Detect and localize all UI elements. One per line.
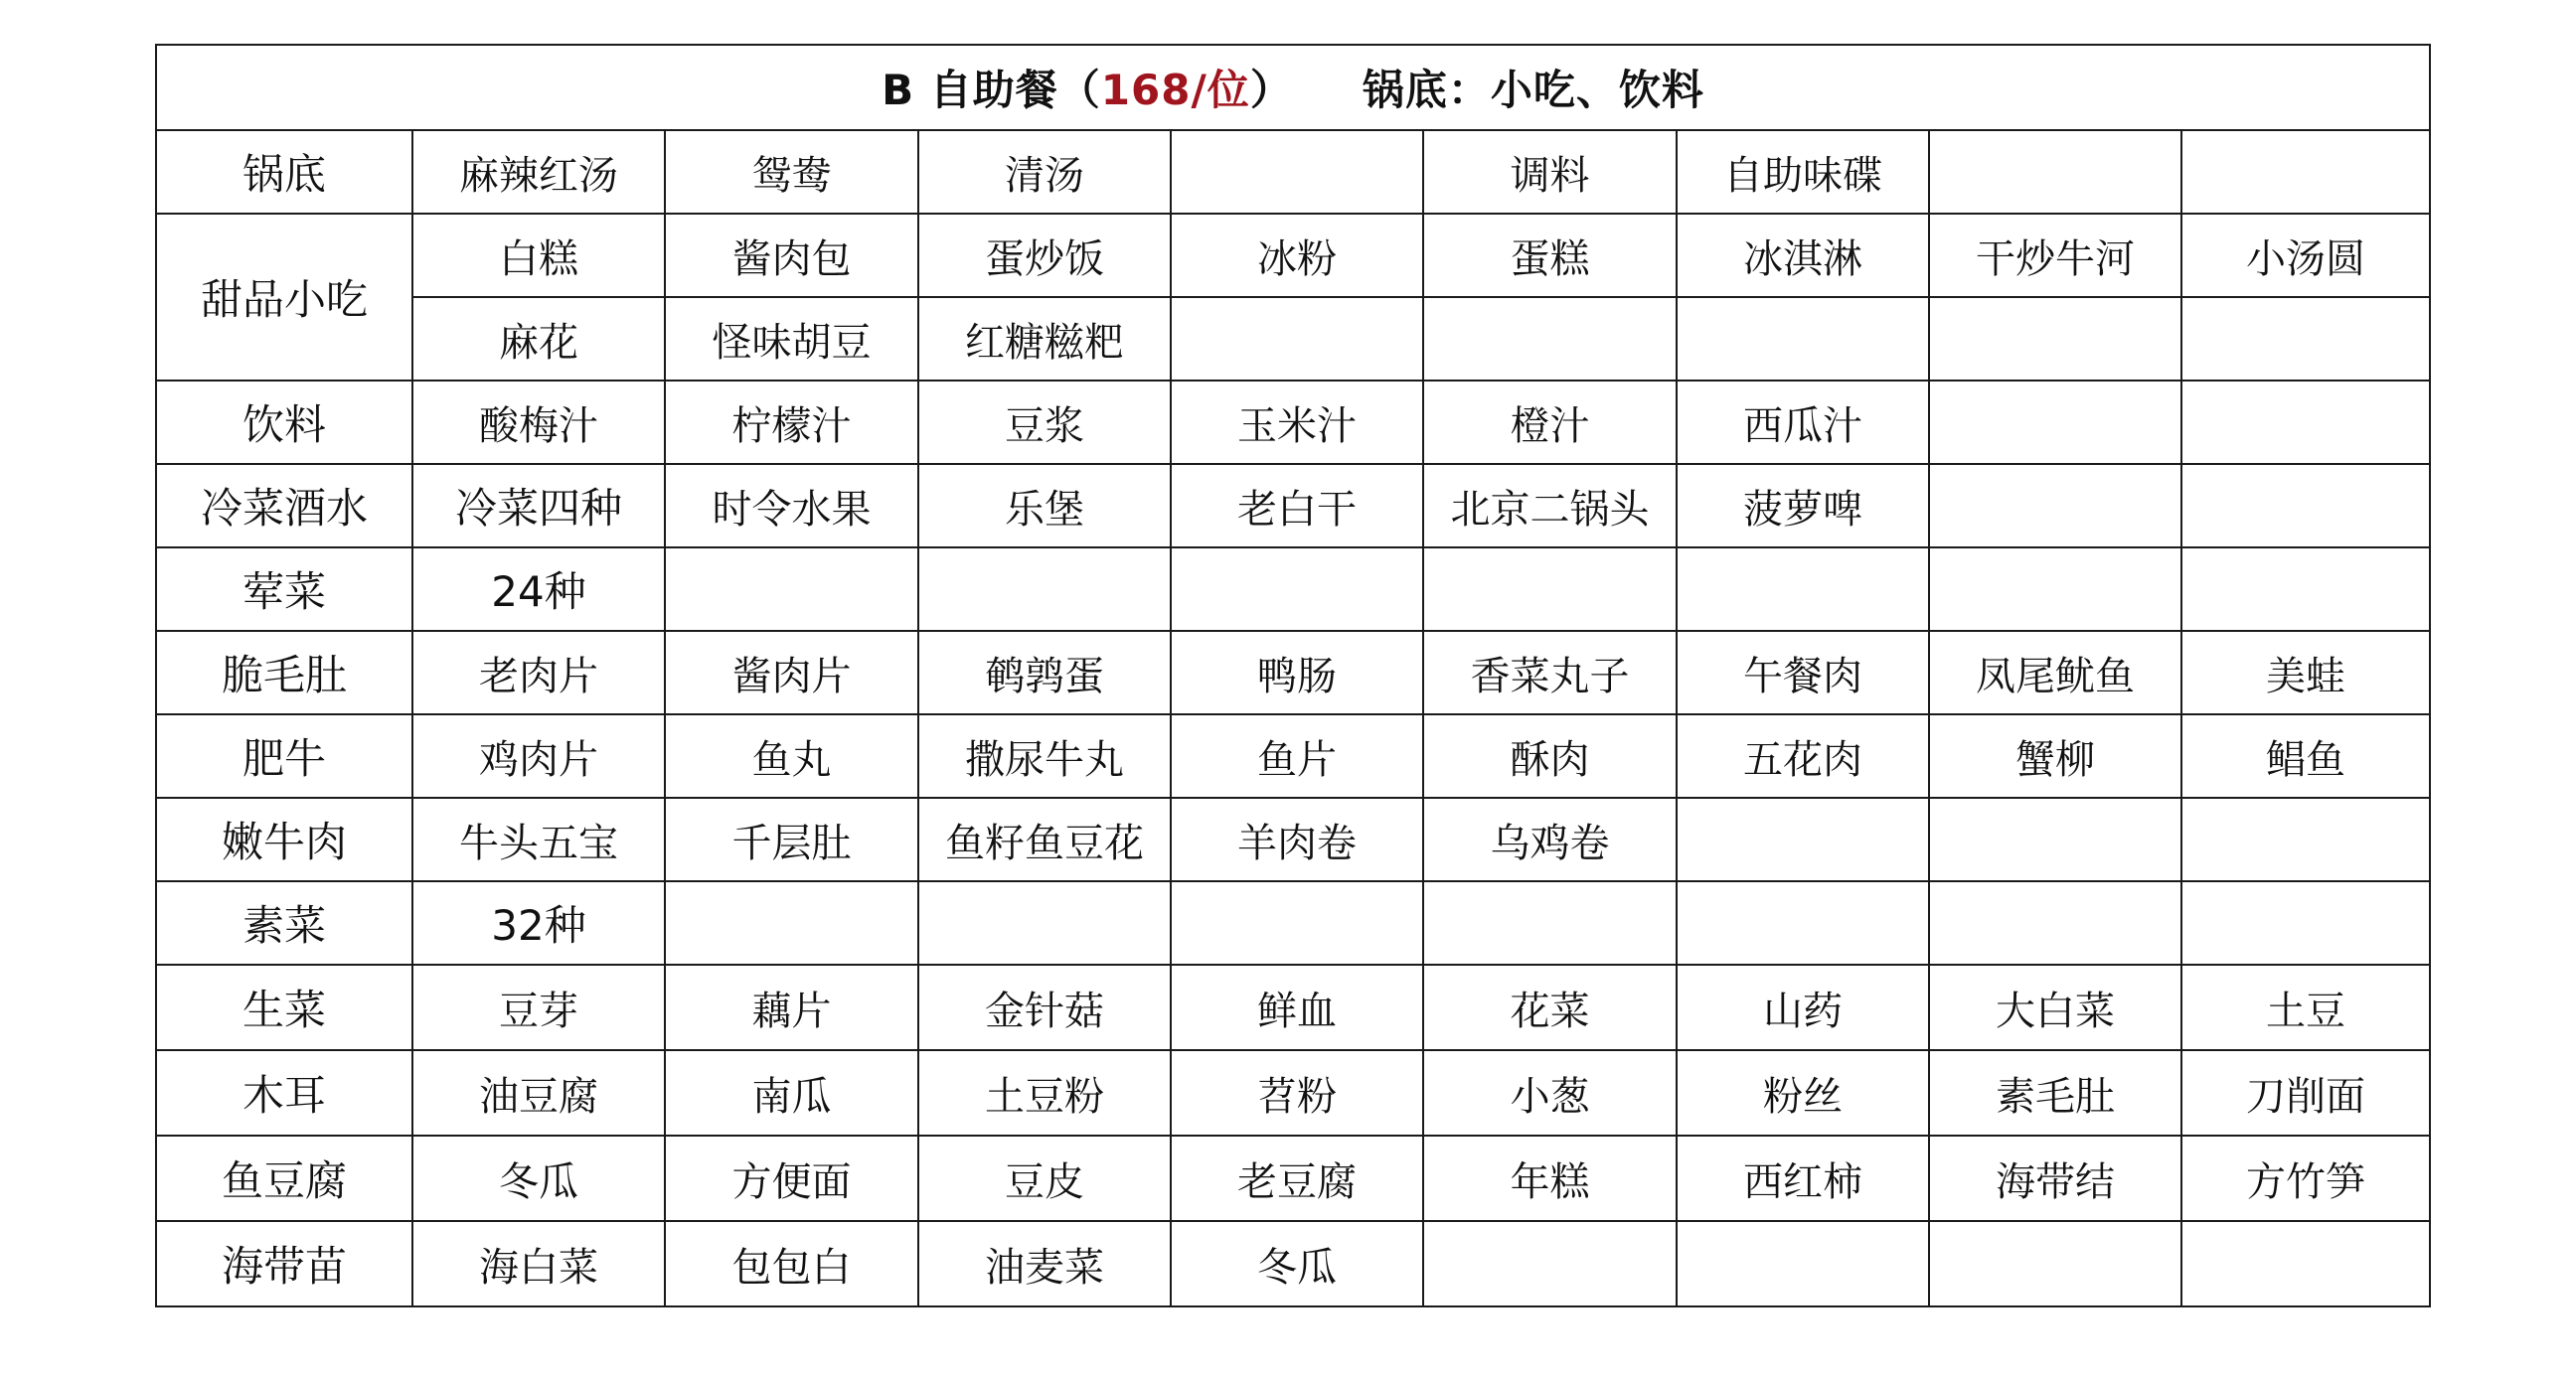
menu-item-cell: 冰粉	[1171, 214, 1423, 297]
menu-item-cell: 方便面	[665, 1136, 918, 1221]
menu-item-cell: 红糖糍粑	[918, 297, 1171, 381]
menu-item-cell: 鲳鱼	[2181, 714, 2430, 798]
category-cell: 冷菜酒水	[156, 464, 412, 547]
menu-item-cell: 西瓜汁	[1677, 381, 1929, 464]
menu-item-cell: 32种	[412, 881, 665, 965]
title-price: 168/位	[1100, 66, 1250, 114]
category-cell: 锅底	[156, 130, 412, 214]
menu-item-cell: 山药	[1677, 965, 1929, 1050]
empty-cell	[1677, 1221, 1929, 1306]
title-note: 锅底：小吃、饮料	[1362, 66, 1704, 114]
menu-item-cell: 粉丝	[1677, 1050, 1929, 1136]
page-title	[156, 45, 2430, 130]
menu-item-cell: 撒尿牛丸	[918, 714, 1171, 798]
empty-cell	[665, 881, 918, 965]
menu-item-cell: 苕粉	[1171, 1050, 1423, 1136]
empty-cell	[1929, 297, 2181, 381]
menu-item-cell: 清汤	[918, 130, 1171, 214]
empty-cell	[2181, 798, 2430, 881]
buffet-menu-table	[155, 44, 2431, 1307]
empty-cell	[1423, 1221, 1677, 1306]
empty-cell	[1929, 881, 2181, 965]
menu-item-cell: 冰淇淋	[1677, 214, 1929, 297]
menu-item-cell: 酱肉包	[665, 214, 918, 297]
category-cell: 木耳	[156, 1050, 412, 1136]
table-row	[156, 1050, 2430, 1136]
menu-item-cell: 北京二锅头	[1423, 464, 1677, 547]
menu-item-cell: 蛋糕	[1423, 214, 1677, 297]
title-prefix: B 自助餐（	[882, 66, 1101, 114]
table-row	[156, 381, 2430, 464]
table-row	[156, 631, 2430, 714]
empty-cell	[1677, 881, 1929, 965]
menu-item-cell: 调料	[1423, 130, 1677, 214]
empty-cell	[1929, 798, 2181, 881]
menu-item-cell: 豆浆	[918, 381, 1171, 464]
empty-cell	[2181, 297, 2430, 381]
menu-item-cell: 午餐肉	[1677, 631, 1929, 714]
empty-cell	[1171, 297, 1423, 381]
menu-item-cell: 鹌鹑蛋	[918, 631, 1171, 714]
menu-item-cell: 鲜血	[1171, 965, 1423, 1050]
empty-cell	[2181, 881, 2430, 965]
menu-item-cell: 花菜	[1423, 965, 1677, 1050]
menu-item-cell: 年糕	[1423, 1136, 1677, 1221]
menu-item-cell: 金针菇	[918, 965, 1171, 1050]
menu-item-cell: 西红柿	[1677, 1136, 1929, 1221]
menu-item-cell: 土豆粉	[918, 1050, 1171, 1136]
menu-item-cell: 麻辣红汤	[412, 130, 665, 214]
menu-item-cell: 酸梅汁	[412, 381, 665, 464]
menu-item-cell: 酥肉	[1423, 714, 1677, 798]
menu-item-cell: 老肉片	[412, 631, 665, 714]
empty-cell	[1423, 297, 1677, 381]
menu-item-cell: 怪味胡豆	[665, 297, 918, 381]
table-row	[156, 214, 2430, 297]
empty-cell	[1929, 130, 2181, 214]
title-suffix: ）	[1249, 66, 1293, 114]
menu-item-cell: 蟹柳	[1929, 714, 2181, 798]
category-cell: 鱼豆腐	[156, 1136, 412, 1221]
menu-item-cell: 油麦菜	[918, 1221, 1171, 1306]
menu-item-cell: 南瓜	[665, 1050, 918, 1136]
table-row	[156, 881, 2430, 965]
menu-item-cell: 刀削面	[2181, 1050, 2430, 1136]
category-cell: 荤菜	[156, 547, 412, 631]
empty-cell	[1929, 464, 2181, 547]
category-cell: 素菜	[156, 881, 412, 965]
menu-item-cell: 凤尾鱿鱼	[1929, 631, 2181, 714]
menu-item-cell: 鱼籽鱼豆花	[918, 798, 1171, 881]
menu-item-cell: 五花肉	[1677, 714, 1929, 798]
menu-item-cell: 24种	[412, 547, 665, 631]
menu-item-cell: 乐堡	[918, 464, 1171, 547]
category-cell: 甜品小吃	[156, 214, 412, 381]
menu-item-cell: 美蛙	[2181, 631, 2430, 714]
menu-item-cell: 自助味碟	[1677, 130, 1929, 214]
menu-item-cell: 鱼丸	[665, 714, 918, 798]
table-row	[156, 297, 2430, 381]
menu-item-cell: 橙汁	[1423, 381, 1677, 464]
menu-item-cell: 乌鸡卷	[1423, 798, 1677, 881]
menu-item-cell: 藕片	[665, 965, 918, 1050]
empty-cell	[1677, 798, 1929, 881]
table-row	[156, 130, 2430, 214]
menu-item-cell: 冷菜四种	[412, 464, 665, 547]
menu-item-cell: 冬瓜	[1171, 1221, 1423, 1306]
menu-item-cell: 酱肉片	[665, 631, 918, 714]
table-row	[156, 798, 2430, 881]
table-row	[156, 714, 2430, 798]
empty-cell	[918, 881, 1171, 965]
table-row	[156, 1136, 2430, 1221]
empty-cell	[1929, 1221, 2181, 1306]
menu-item-cell: 方竹笋	[2181, 1136, 2430, 1221]
empty-cell	[1677, 547, 1929, 631]
category-cell: 生菜	[156, 965, 412, 1050]
table-row	[156, 965, 2430, 1050]
menu-item-cell: 豆皮	[918, 1136, 1171, 1221]
menu-item-cell: 干炒牛河	[1929, 214, 2181, 297]
menu-item-cell: 羊肉卷	[1171, 798, 1423, 881]
menu-item-cell: 菠萝啤	[1677, 464, 1929, 547]
menu-item-cell: 鸡肉片	[412, 714, 665, 798]
empty-cell	[1171, 547, 1423, 631]
table-row	[156, 464, 2430, 547]
table-row	[156, 1221, 2430, 1306]
empty-cell	[1929, 547, 2181, 631]
menu-item-cell: 白糕	[412, 214, 665, 297]
category-cell: 嫩牛肉	[156, 798, 412, 881]
empty-cell	[665, 547, 918, 631]
empty-cell	[2181, 464, 2430, 547]
title-row	[156, 45, 2430, 130]
empty-cell	[1423, 547, 1677, 631]
menu-item-cell: 素毛肚	[1929, 1050, 2181, 1136]
category-cell: 海带苗	[156, 1221, 412, 1306]
menu-body	[156, 45, 2430, 1306]
menu-item-cell: 麻花	[412, 297, 665, 381]
empty-cell	[1929, 381, 2181, 464]
menu-item-cell: 油豆腐	[412, 1050, 665, 1136]
empty-cell	[1171, 130, 1423, 214]
category-cell: 脆毛肚	[156, 631, 412, 714]
menu-item-cell: 鸳鸯	[665, 130, 918, 214]
menu-item-cell: 老豆腐	[1171, 1136, 1423, 1221]
menu-item-cell: 鸭肠	[1171, 631, 1423, 714]
menu-item-cell: 土豆	[2181, 965, 2430, 1050]
menu-item-cell: 时令水果	[665, 464, 918, 547]
menu-item-cell: 千层肚	[665, 798, 918, 881]
menu-item-cell: 冬瓜	[412, 1136, 665, 1221]
menu-item-cell: 海白菜	[412, 1221, 665, 1306]
menu-item-cell: 豆芽	[412, 965, 665, 1050]
menu-item-cell: 包包白	[665, 1221, 918, 1306]
empty-cell	[918, 547, 1171, 631]
category-cell: 肥牛	[156, 714, 412, 798]
empty-cell	[2181, 381, 2430, 464]
menu-item-cell: 大白菜	[1929, 965, 2181, 1050]
menu-item-cell: 老白干	[1171, 464, 1423, 547]
menu-item-cell: 玉米汁	[1171, 381, 1423, 464]
menu-item-cell: 牛头五宝	[412, 798, 665, 881]
menu-item-cell: 香菜丸子	[1423, 631, 1677, 714]
empty-cell	[2181, 1221, 2430, 1306]
empty-cell	[2181, 547, 2430, 631]
menu-item-cell: 小葱	[1423, 1050, 1677, 1136]
menu-item-cell: 鱼片	[1171, 714, 1423, 798]
table-row	[156, 547, 2430, 631]
empty-cell	[2181, 130, 2430, 214]
menu-item-cell: 柠檬汁	[665, 381, 918, 464]
empty-cell	[1423, 881, 1677, 965]
menu-item-cell: 小汤圆	[2181, 214, 2430, 297]
empty-cell	[1171, 881, 1423, 965]
empty-cell	[1677, 297, 1929, 381]
menu-item-cell: 蛋炒饭	[918, 214, 1171, 297]
category-cell: 饮料	[156, 381, 412, 464]
menu-item-cell: 海带结	[1929, 1136, 2181, 1221]
